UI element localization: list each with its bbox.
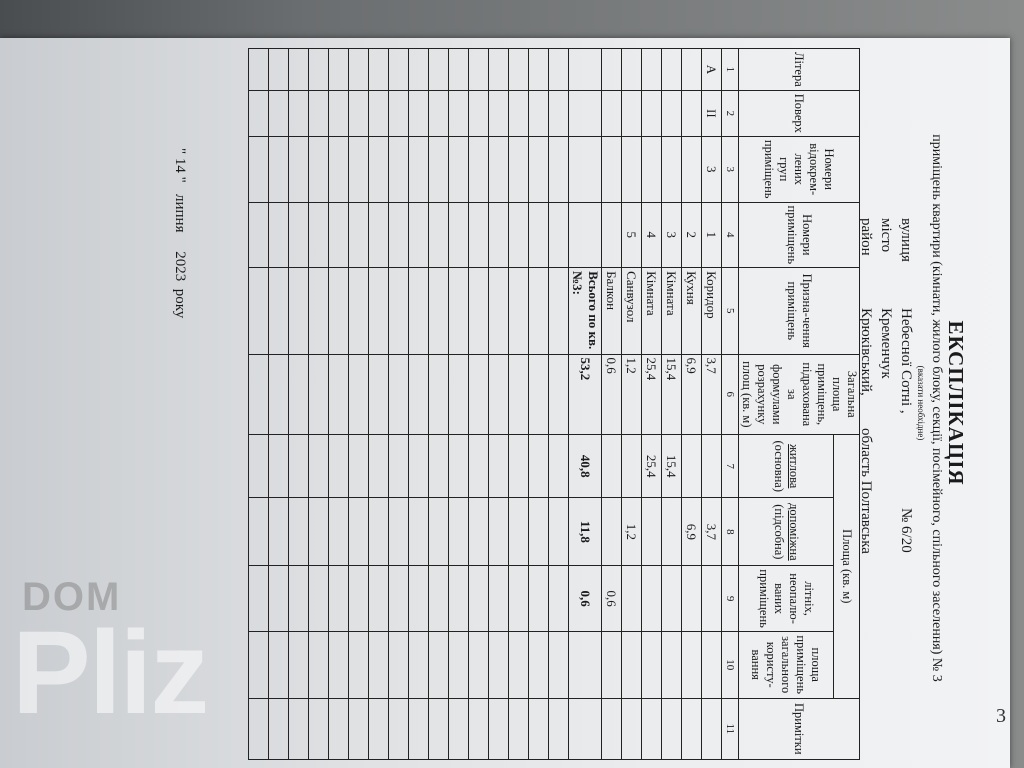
cell-empty xyxy=(369,435,389,498)
cell-empty xyxy=(269,435,289,498)
cell-total: 15,4 xyxy=(662,354,682,435)
table-row xyxy=(642,49,662,760)
cell-empty xyxy=(249,136,269,202)
cell-group xyxy=(642,136,662,202)
cell-empty xyxy=(549,49,569,91)
cell-empty xyxy=(549,498,569,566)
cell-aux xyxy=(602,498,622,566)
cell-empty xyxy=(509,202,529,268)
cell-empty xyxy=(529,566,549,632)
col-number: 3 xyxy=(722,136,739,202)
cell-empty xyxy=(702,631,722,698)
cell-empty xyxy=(389,268,409,354)
cell-empty xyxy=(309,49,329,91)
cell-num: 1 xyxy=(702,202,722,268)
cell-empty xyxy=(269,354,289,435)
cell-empty xyxy=(269,49,289,91)
cell-empty xyxy=(349,498,369,566)
header-living: житлова (основна) xyxy=(739,435,834,498)
cell-empty xyxy=(469,566,489,632)
empty-row xyxy=(469,49,489,760)
cell-empty xyxy=(469,90,489,136)
cell-summer xyxy=(682,566,702,632)
cell-empty xyxy=(349,136,369,202)
cell-empty xyxy=(489,435,509,498)
cell-empty xyxy=(269,202,289,268)
cell-group xyxy=(602,136,622,202)
cell-empty xyxy=(429,268,449,354)
col-number: 1 xyxy=(722,49,739,91)
cell-empty xyxy=(622,631,642,698)
cell-litera xyxy=(602,49,622,91)
header-aux: допоміжна (підсобна) xyxy=(739,498,834,566)
cell-empty xyxy=(429,698,449,759)
cell-empty xyxy=(662,631,682,698)
cell-empty xyxy=(489,566,509,632)
cell-empty xyxy=(429,202,449,268)
cell-group xyxy=(662,136,682,202)
cell-name: Санвузол xyxy=(622,268,642,354)
cell-empty xyxy=(369,354,389,435)
cell-empty xyxy=(549,354,569,435)
cell-empty xyxy=(389,202,409,268)
cell-num: 2 xyxy=(682,202,702,268)
cell-empty xyxy=(309,498,329,566)
table-row xyxy=(662,49,682,760)
cell-aux: 3,7 xyxy=(702,498,722,566)
total-living: 40,8 xyxy=(569,435,602,498)
cell-empty xyxy=(289,435,309,498)
cell-empty xyxy=(429,136,449,202)
cell-empty xyxy=(429,90,449,136)
date-suffix: року xyxy=(172,288,188,319)
cell-empty xyxy=(249,49,269,91)
cell-empty xyxy=(469,268,489,354)
cell-empty xyxy=(329,268,349,354)
cell-empty xyxy=(449,698,469,759)
cell-empty xyxy=(509,498,529,566)
cell-empty xyxy=(329,202,349,268)
cell-empty xyxy=(269,268,289,354)
cell-total: 1,2 xyxy=(622,354,642,435)
cell-empty xyxy=(682,698,702,759)
cell-empty xyxy=(529,268,549,354)
cell-num: 5 xyxy=(622,202,642,268)
col-number: 5 xyxy=(722,268,739,354)
empty-row xyxy=(489,49,509,760)
cell-empty xyxy=(349,90,369,136)
cell-empty xyxy=(389,435,409,498)
cell-summer xyxy=(642,566,662,632)
table-row xyxy=(682,49,702,760)
cell-empty xyxy=(329,136,349,202)
cell-empty xyxy=(529,631,549,698)
page-mark: 3 xyxy=(996,705,1006,727)
column-number-row xyxy=(722,49,739,760)
cell-empty xyxy=(529,202,549,268)
cell-empty xyxy=(249,354,269,435)
cell-empty xyxy=(509,136,529,202)
cell-living xyxy=(702,435,722,498)
cell-name: Коридор xyxy=(702,268,722,354)
cell-empty xyxy=(549,698,569,759)
cell-empty xyxy=(329,49,349,91)
empty-row xyxy=(429,49,449,760)
cell-empty xyxy=(249,202,269,268)
cell-empty xyxy=(529,90,549,136)
cell-empty xyxy=(529,49,549,91)
cell-empty xyxy=(369,498,389,566)
cell-empty xyxy=(309,268,329,354)
cell-empty xyxy=(449,268,469,354)
cell-empty xyxy=(449,90,469,136)
cell-summer xyxy=(622,566,642,632)
header-total-area: Загальна площа приміщень, підрахована за формулами розрахунку площ (кв. м) xyxy=(739,354,860,435)
street-label: вулиця xyxy=(898,218,914,262)
watermark-logo xyxy=(12,575,402,739)
empty-row xyxy=(549,49,569,760)
cell-group xyxy=(682,136,702,202)
cell-empty xyxy=(549,90,569,136)
header-room-numbers: Номери приміщень xyxy=(739,202,860,268)
cell-empty xyxy=(449,202,469,268)
cell-floor: II xyxy=(702,90,722,136)
cell-empty xyxy=(269,90,289,136)
total-label: Всього по кв. №3: xyxy=(569,268,602,354)
total-summer: 0,6 xyxy=(569,566,602,632)
cell-empty xyxy=(429,49,449,91)
cell-empty xyxy=(369,268,389,354)
cell-empty xyxy=(449,136,469,202)
header-litera: Літера xyxy=(739,49,860,91)
total-area: 53,2 xyxy=(569,354,602,435)
cell-empty xyxy=(369,136,389,202)
cell-floor xyxy=(602,90,622,136)
cell-empty xyxy=(702,698,722,759)
cell-empty xyxy=(489,49,509,91)
cell-empty xyxy=(369,49,389,91)
cell-empty xyxy=(549,566,569,632)
cell-empty xyxy=(289,49,309,91)
cell-name: Балкон xyxy=(602,268,622,354)
col-number: 2 xyxy=(722,90,739,136)
cell-summer: 0,6 xyxy=(602,566,622,632)
date-year: 2023 xyxy=(172,251,188,282)
document-title: ЕКСПЛІКАЦІЯ xyxy=(944,320,968,486)
building-number: № 6/20 xyxy=(898,508,914,553)
cell-empty xyxy=(369,202,389,268)
cell-empty xyxy=(602,698,622,759)
cell-empty xyxy=(662,698,682,759)
cell-name: Кухня xyxy=(682,268,702,354)
header-row xyxy=(833,49,859,760)
cell-total: 3,7 xyxy=(702,354,722,435)
cell-total: 0,6 xyxy=(602,354,622,435)
cell-empty xyxy=(529,354,549,435)
cell-empty xyxy=(642,698,662,759)
cell-empty xyxy=(309,354,329,435)
cell-empty xyxy=(429,498,449,566)
cell-empty xyxy=(309,202,329,268)
cell-total: 6,9 xyxy=(682,354,702,435)
cell-empty xyxy=(529,498,549,566)
cell-empty xyxy=(309,435,329,498)
header-common: площа приміщень загального користу-вання xyxy=(739,631,834,698)
empty-row xyxy=(529,49,549,760)
cell-empty xyxy=(489,698,509,759)
cell-empty xyxy=(409,354,429,435)
cell-empty xyxy=(389,49,409,91)
cell-empty xyxy=(249,268,269,354)
district-value: Крюківський, xyxy=(858,308,874,396)
watermark-dom: DOM xyxy=(22,575,122,619)
cell-name: Кімната xyxy=(662,268,682,354)
cell-litera xyxy=(622,49,642,91)
cell-empty xyxy=(449,49,469,91)
cell-empty xyxy=(329,90,349,136)
cell-empty xyxy=(682,631,702,698)
cell-empty xyxy=(449,566,469,632)
cell-empty xyxy=(622,698,642,759)
cell-empty xyxy=(409,90,429,136)
cell-empty xyxy=(509,698,529,759)
cell-empty xyxy=(289,202,309,268)
cell-empty xyxy=(309,136,329,202)
cell-empty xyxy=(409,49,429,91)
table-row xyxy=(622,49,642,760)
street-value: Небесної Сотні , xyxy=(898,308,914,414)
district-label: район xyxy=(858,218,874,256)
cell-empty xyxy=(349,202,369,268)
cell-empty xyxy=(309,90,329,136)
cell-empty xyxy=(289,268,309,354)
cell-num: 4 xyxy=(642,202,662,268)
cell-aux xyxy=(642,498,662,566)
document-subtitle: приміщень квартири (кімнати, жилого блоку, секції, посімейного, спільного заселення) № 3 xyxy=(929,134,944,682)
date-line xyxy=(171,148,188,318)
cell-empty xyxy=(529,698,549,759)
cell-empty xyxy=(429,631,449,698)
col-number: 9 xyxy=(722,566,739,632)
cell-empty xyxy=(509,268,529,354)
cell-empty xyxy=(389,498,409,566)
cell-empty xyxy=(469,354,489,435)
cell-empty xyxy=(409,498,429,566)
cell-empty xyxy=(509,631,529,698)
cell-empty xyxy=(642,631,662,698)
cell-empty xyxy=(602,631,622,698)
cell-num xyxy=(602,202,622,268)
cell-empty xyxy=(529,136,549,202)
cell-empty xyxy=(449,498,469,566)
cell-living: 25,4 xyxy=(642,435,662,498)
col-number: 6 xyxy=(722,354,739,435)
city-label: місто xyxy=(878,218,894,253)
rows-body xyxy=(602,49,722,760)
cell-aux xyxy=(662,498,682,566)
header-area-group: Площа (кв. м) xyxy=(833,435,859,698)
cell-group xyxy=(622,136,642,202)
cell-empty xyxy=(389,354,409,435)
cell-empty xyxy=(489,136,509,202)
cell-empty xyxy=(369,90,389,136)
cell-empty xyxy=(509,435,529,498)
cell-empty xyxy=(469,631,489,698)
cell-empty xyxy=(349,268,369,354)
cell-empty xyxy=(329,354,349,435)
cell-empty xyxy=(489,631,509,698)
cell-empty xyxy=(329,435,349,498)
col-number: 7 xyxy=(722,435,739,498)
col-number: 11 xyxy=(722,698,739,759)
cell-empty xyxy=(269,136,289,202)
cell-empty xyxy=(409,566,429,632)
cell-floor xyxy=(622,90,642,136)
cell-empty xyxy=(509,566,529,632)
date-month: липня xyxy=(172,194,188,233)
empty-row xyxy=(509,49,529,760)
document-subnote: (вказати необхідне) xyxy=(916,365,926,441)
cell-floor xyxy=(682,90,702,136)
cell-empty xyxy=(489,268,509,354)
cell-group: 3 xyxy=(702,136,722,202)
cell-empty xyxy=(549,435,569,498)
cell-empty xyxy=(249,498,269,566)
cell-empty xyxy=(449,631,469,698)
col-number: 4 xyxy=(722,202,739,268)
cell-aux: 6,9 xyxy=(682,498,702,566)
total-aux: 11,8 xyxy=(569,498,602,566)
empty-row xyxy=(449,49,469,760)
cell-empty xyxy=(269,498,289,566)
cell-empty xyxy=(409,268,429,354)
cell-empty xyxy=(349,435,369,498)
cell-empty xyxy=(509,49,529,91)
cell-empty xyxy=(449,435,469,498)
cell-living xyxy=(602,435,622,498)
header-floor: Поверх xyxy=(739,90,860,136)
cell-empty xyxy=(389,90,409,136)
cell-empty xyxy=(469,435,489,498)
cell-empty xyxy=(289,498,309,566)
col-number: 10 xyxy=(722,631,739,698)
cell-empty xyxy=(429,435,449,498)
oblast-text: область Полтавська xyxy=(858,428,874,554)
total-row xyxy=(569,49,602,760)
cell-empty xyxy=(249,90,269,136)
empty-row xyxy=(409,49,429,760)
cell-empty xyxy=(509,90,529,136)
header-notes: Примітки xyxy=(739,698,860,759)
cell-empty xyxy=(349,49,369,91)
cell-empty xyxy=(449,354,469,435)
cell-living xyxy=(682,435,702,498)
cell-empty xyxy=(409,698,429,759)
city-value: Кременчук xyxy=(878,308,894,379)
cell-empty xyxy=(469,202,489,268)
cell-empty xyxy=(549,631,569,698)
cell-empty xyxy=(549,136,569,202)
table-row xyxy=(702,49,722,760)
cell-floor xyxy=(642,90,662,136)
cell-empty xyxy=(249,435,269,498)
cell-empty xyxy=(389,136,409,202)
watermark-pliz: Pliz xyxy=(12,607,208,739)
cell-empty xyxy=(409,631,429,698)
date-day: " 14 " xyxy=(172,148,188,183)
cell-empty xyxy=(489,202,509,268)
cell-litera xyxy=(642,49,662,91)
cell-empty xyxy=(469,49,489,91)
cell-total: 25,4 xyxy=(642,354,662,435)
cell-empty xyxy=(489,354,509,435)
cell-empty xyxy=(289,354,309,435)
cell-litera xyxy=(682,49,702,91)
cell-litera xyxy=(662,49,682,91)
cell-empty xyxy=(289,90,309,136)
cell-empty xyxy=(429,354,449,435)
cell-litera: А xyxy=(702,49,722,91)
cell-empty xyxy=(529,435,549,498)
col-number: 8 xyxy=(722,498,739,566)
cell-empty xyxy=(409,136,429,202)
cell-empty xyxy=(289,136,309,202)
header-purpose: Призна-чення приміщень xyxy=(739,268,860,354)
cell-living xyxy=(622,435,642,498)
cell-aux: 1,2 xyxy=(622,498,642,566)
cell-empty xyxy=(469,136,489,202)
cell-name: Кімната xyxy=(642,268,662,354)
header-summer: літніх, неопалю-ваних приміщень xyxy=(739,566,834,632)
cell-empty xyxy=(469,698,489,759)
cell-empty xyxy=(429,566,449,632)
cell-summer xyxy=(702,566,722,632)
cell-num: 3 xyxy=(662,202,682,268)
cell-empty xyxy=(489,90,509,136)
cell-summer xyxy=(662,566,682,632)
table-row xyxy=(602,49,622,760)
cell-empty xyxy=(409,435,429,498)
cell-empty xyxy=(549,202,569,268)
cell-empty xyxy=(509,354,529,435)
header-groups: Номери відокрем-лених груп приміщень xyxy=(739,136,860,202)
cell-floor xyxy=(662,90,682,136)
cell-empty xyxy=(409,202,429,268)
cell-empty xyxy=(349,354,369,435)
cell-empty xyxy=(549,268,569,354)
cell-empty xyxy=(329,498,349,566)
cell-living: 15,4 xyxy=(662,435,682,498)
cell-empty xyxy=(469,498,489,566)
cell-empty xyxy=(489,498,509,566)
